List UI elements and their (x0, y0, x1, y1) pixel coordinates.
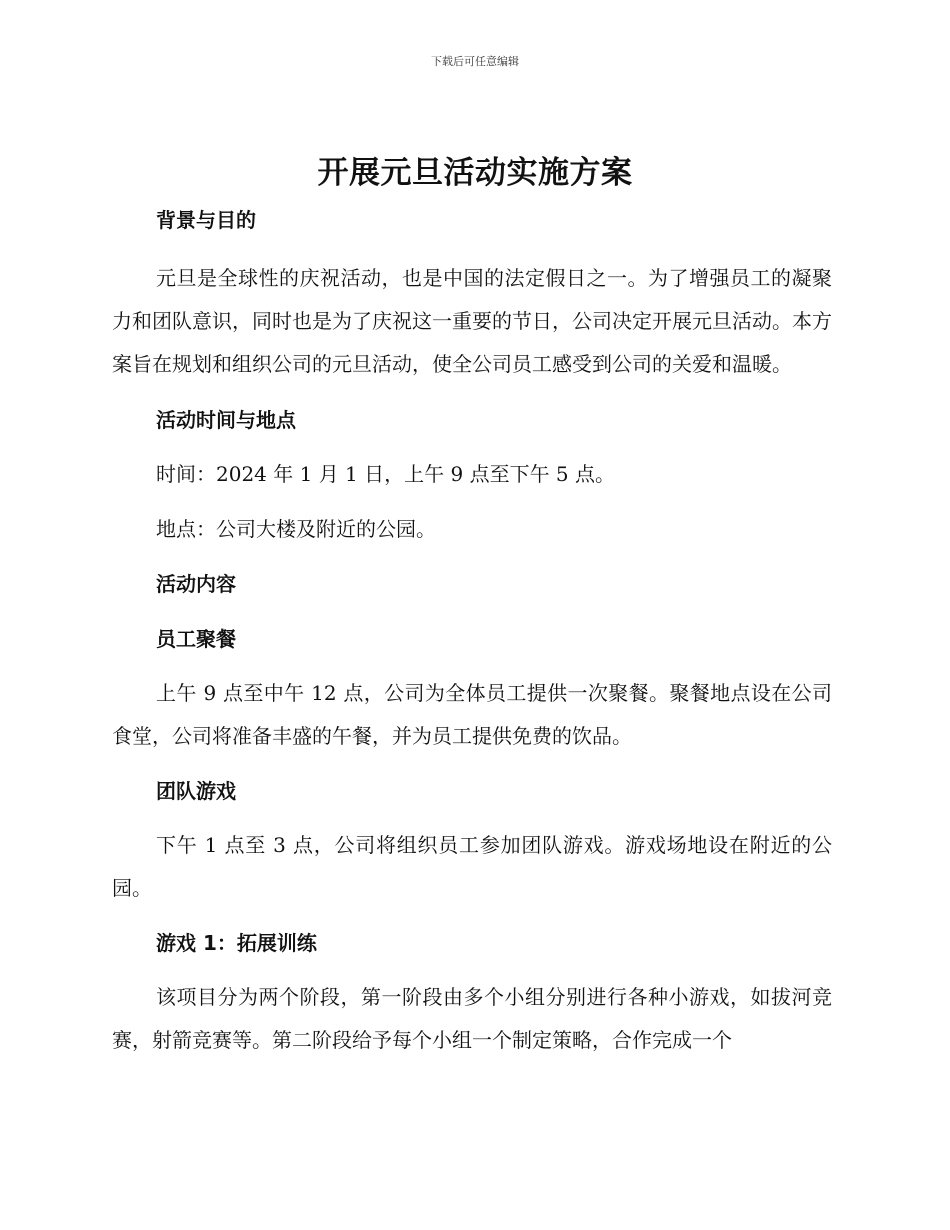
paragraph-games: 下午 1 点至 3 点，公司将组织员工参加团队游戏。游戏场地设在附近的公园。 (112, 833, 832, 900)
paragraph-game1: 该项目分为两个阶段，第一阶段由多个小组分别进行各种小游戏，如拔河竞赛，射箭竞赛等。第二阶段给予每个小组一个制定策略，合作完成一个 (112, 985, 832, 1052)
paragraph-meal: 上午 9 点至中午 12 点，公司为全体员工提供一次聚餐。聚餐地点设在公司食堂，公司将准备丰盛的午餐，并为员工提供免费的饮品。 (112, 681, 832, 748)
section-heading-content: 活动内容 (156, 572, 236, 596)
paragraph-background: 元旦是全球性的庆祝活动，也是中国的法定假日之一。为了增强员工的凝聚力和团队意识，同时也是为了庆祝这一重要的节日，公司决定开展元旦活动。本方案旨在规划和组织公司的元旦活动，使全公司员工感受到公司的关爱和温暖。 (112, 266, 832, 376)
section-heading-games: 团队游戏 (156, 779, 236, 803)
section-heading-meal: 员工聚餐 (156, 627, 236, 651)
section-heading-time-place: 活动时间与地点 (156, 408, 296, 432)
section-heading-game1: 游戏 1：拓展训练 (156, 931, 317, 955)
paragraph-place: 地点：公司大楼及附近的公园。 (156, 517, 436, 541)
document-body (112, 200, 832, 1062)
page-header: 下载后可任意编辑 (431, 55, 519, 68)
document-title: 开展元旦活动实施方案 (317, 155, 633, 191)
paragraph-time: 时间：2024 年 1 月 1 日，上午 9 点至下午 5 点。 (156, 462, 616, 486)
section-heading-background: 背景与目的 (156, 208, 256, 232)
